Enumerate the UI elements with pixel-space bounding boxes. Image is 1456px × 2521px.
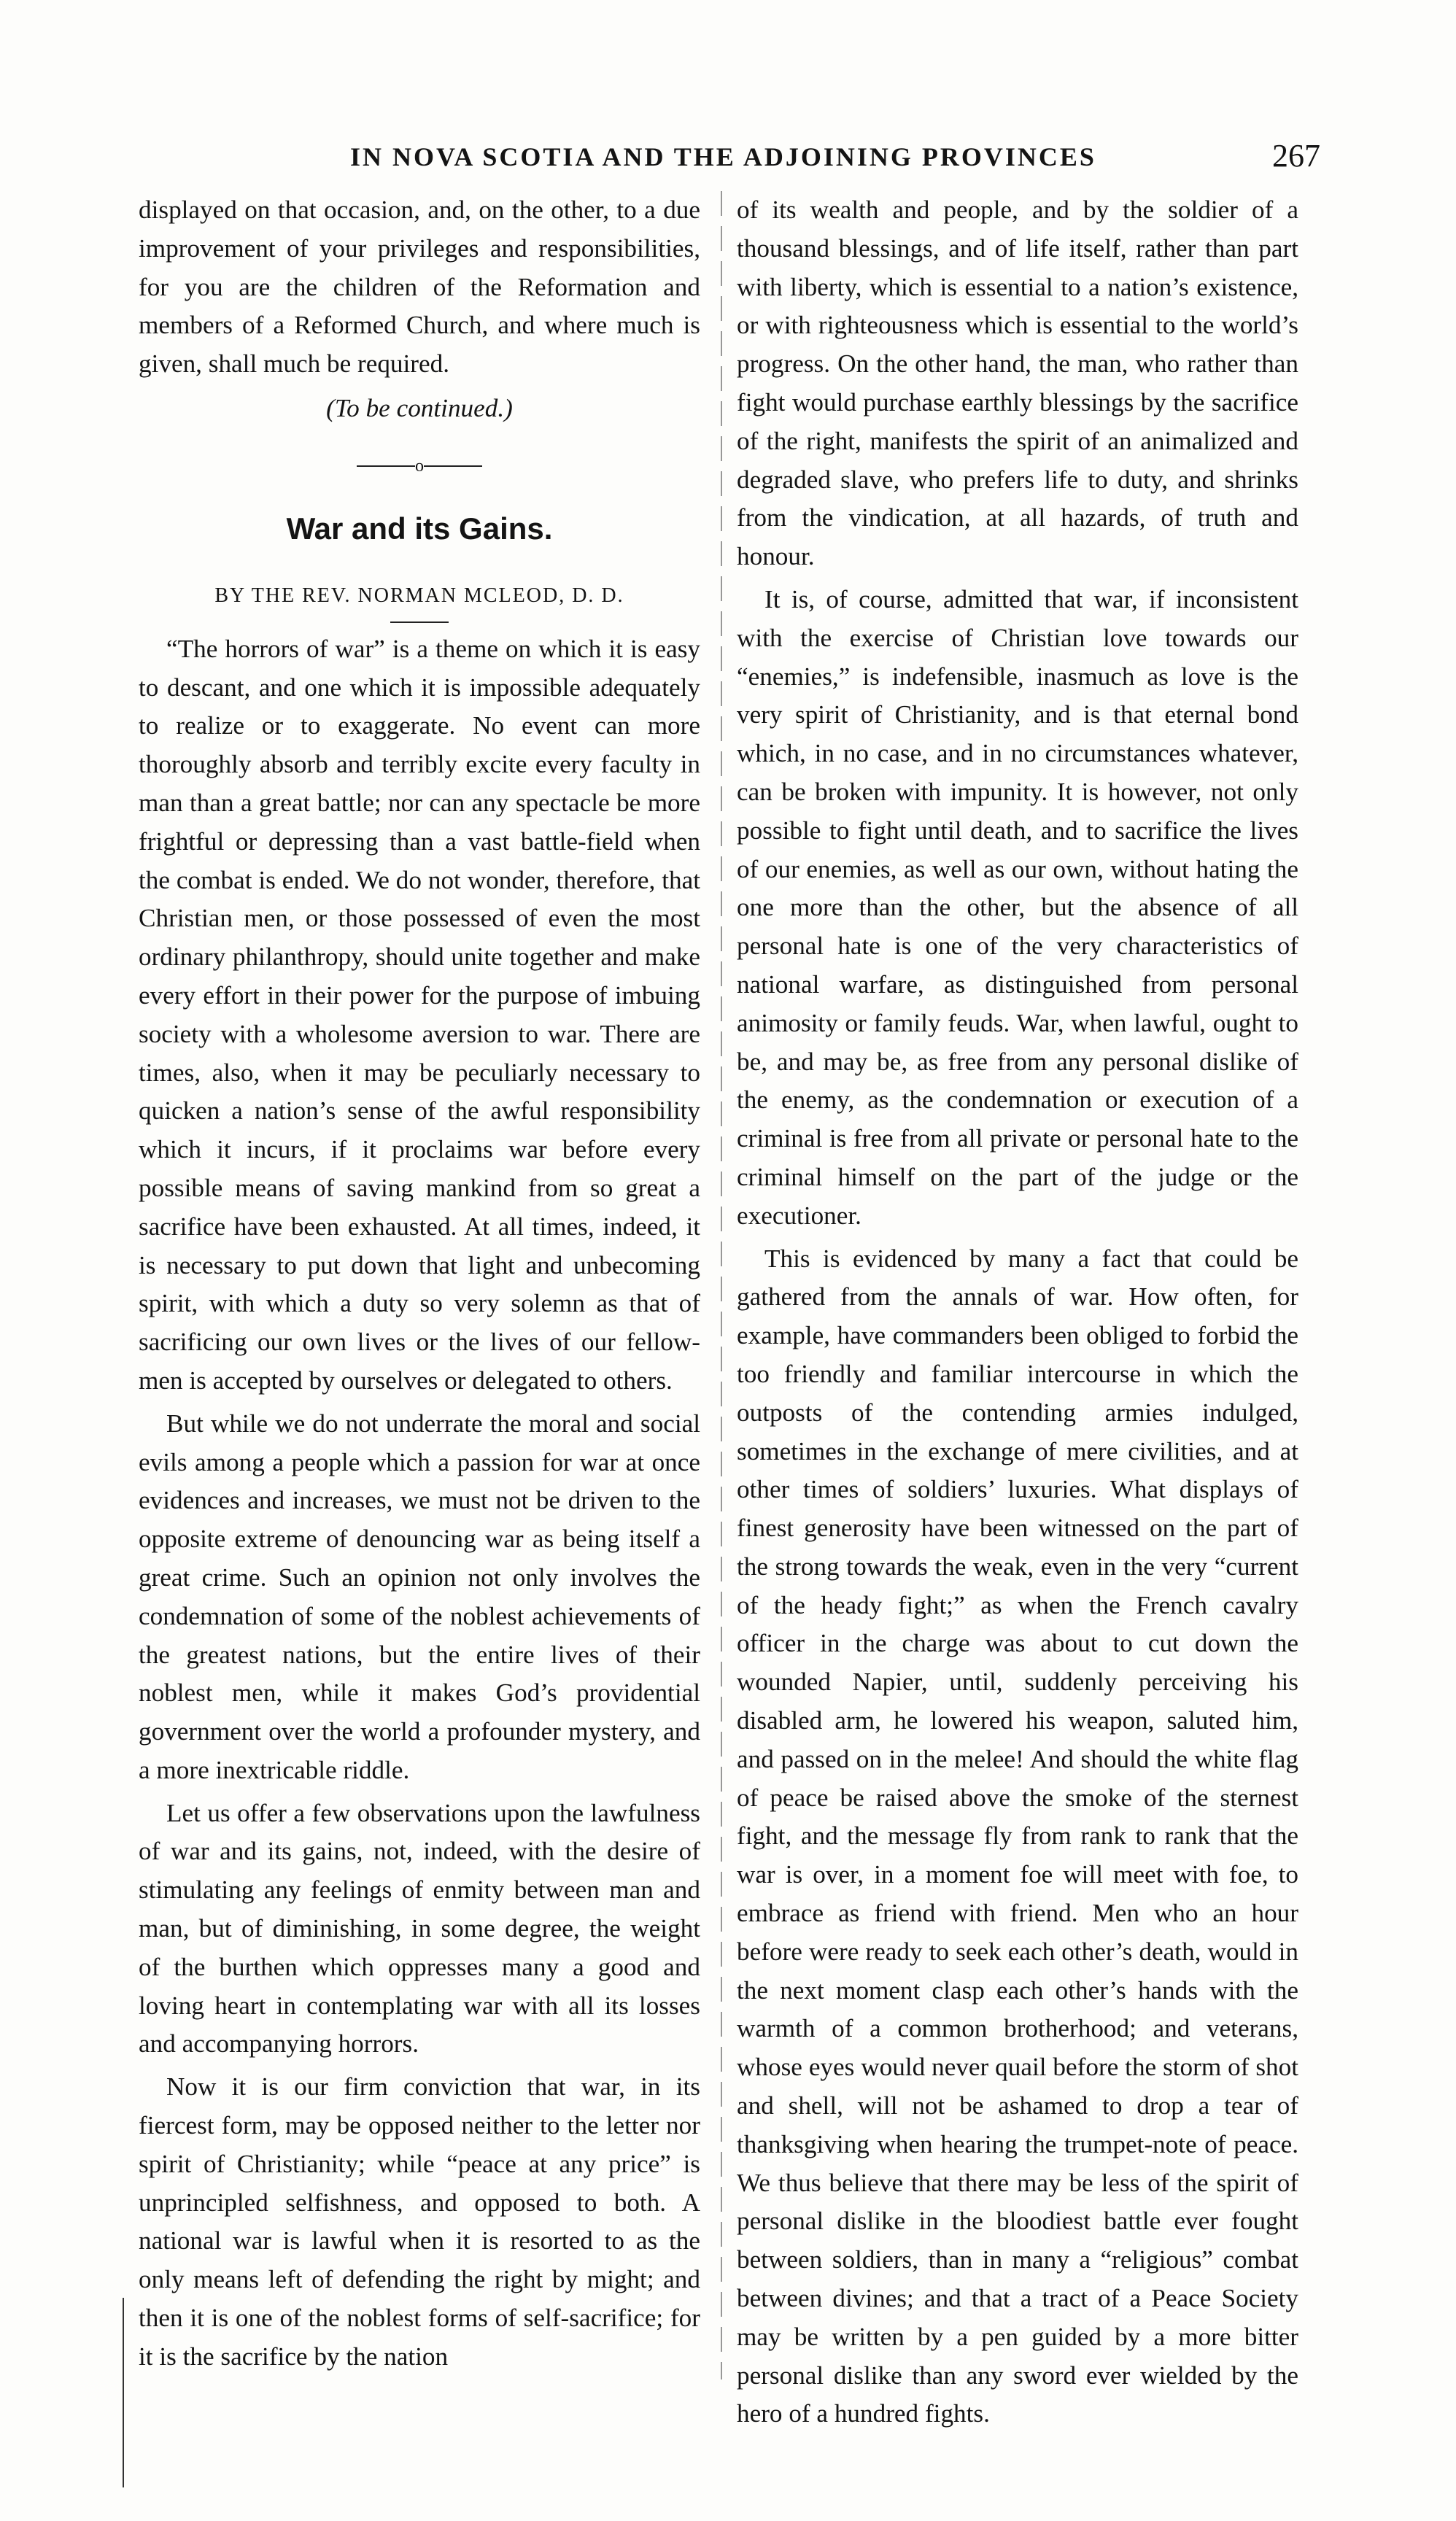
section-divider [139,453,700,479]
paragraph: “The horrors of war” is a theme on which it is easy to descant, and one which it is impossible adequately to realize or to exaggerate. No event can more thoroughly absorb and terribly excite every faculty in man than a great battle; nor can any spectacle be more frightful or depressing than a vast battle-field when the combat is ended. We do not wonder, therefore, that Christian men, or those possessed of even the most ordinary philanthropy, should unite together and make every effort in their power for the purpose of imbuing society with a wholesome aversion to war. There are times, also, when it may be peculiarly necessary to quicken a nation’s sense of the awful responsibility which it incurs, if it proclaims war before every possible means of saving mankind from so great a sacrifice have been exhausted. At all times, indeed, it is necessary to put down that light and unbecoming spirit, with which a duty so very solemn as that of sacrificing our own lives or the lives of our fellow-men is accepted by ourselves or delegated to others. [139,634,700,1395]
margin-mark [123,2298,124,2487]
divider-line [357,465,415,467]
to-be-continued-note: (To be continued.) [326,393,513,422]
paragraph: It is, of course, admitted that war, if inconsistent with the exercise of Christian love towards our “enemies,” is indefensible, inasmuch as love is the very spirit of Christianity, and is that eternal bond which, in no case, and in no circumstances whatever, can be broken with impunity. It is however, not only possible to fight until death, and to sacrifice the lives of our enemies, as well as our own, without hating the one more than the other, but the absence of all personal hate is one of the very characteristics of national warfare, as distinguished from personal animosity or family feuds. War, when lawful, ought to be, and may be, as free from any personal dislike of the enemy, as the condemnation or execution of a criminal is free from all private or personal hate to the criminal himself on the part of the judge or the executioner. [737,584,1298,1230]
article-byline: BY THE REV. NORMAN MCLEOD, D. D. [214,584,624,607]
column-divider-rule [721,191,722,2379]
page-number: 267 [1272,138,1320,174]
byline-rule [390,621,449,623]
divider-mark: o [415,456,424,476]
right-column [737,191,1298,2438]
paragraph: Now it is our firm conviction that war, in its fiercest form, may be opposed neither to the letter nor spirit of Christianity; while “peace at any price” is unprincipled selfishness, and opposed to both. A national war is lawful when it is resorted to as the only means left of defending the right by might; and then it is one of the noblest forms of self-sacrifice; for it is the sacrifice by the nation [139,2072,700,2371]
left-column [139,191,700,2381]
divider-line [424,465,482,467]
paragraph: displayed on that occasion, and, on the other, to a due improvement of your privileges and responsibilities, for you are the children of the Reformation and members of a Reformed Church, and where much is given, shall much be required. [139,195,700,379]
running-title: IN NOVA SCOTIA AND THE ADJOINING PROVINCES [350,142,1096,171]
paragraph: of its wealth and people, and by the soldier of a thousand blessings, and of life itself, rather than part with liberty, which is essential to a nation’s existence, or with righteousness which is essential to the world’s progress. On the other hand, the man, who rather than fight would purchase earthly blessings by the sacrifice of the right, manifests the spirit of an animalized and degraded slave, who prefers life to duty, and shrinks from the vindication, at all hazards, of truth and honour. [737,195,1298,571]
paragraph: This is evidenced by many a fact that could be gathered from the annals of war. How often, for example, have commanders been obliged to forbid the too friendly and familiar intercourse in which the outposts of the contending armies indulged, sometimes in the exchange of mere civilities, and at other times of soldiers’ luxuries. What displays of finest generosity have been witnessed on the part of the strong towards the weak, even in the very “current of the heady fight;” as when the French cavalry officer in the charge was about to cut down the wounded Napier, until, suddenly perceiving his disabled arm, he lowered his weapon, saluted him, and passed on in the melee! And should the white flag of peace be raised above the smoke of the sternest fight, and the message fly from rank to rank that the war is over, in a moment foe will meet with foe, to embrace as friend with friend. Men who an hour before were ready to seek each other’s death, would in the next moment clasp each other’s hands with the warmth of a common brotherhood; and veterans, whose eyes would never quail before the storm of shot and shell, will not be ashamed to drop a tear of thanksgiving when hearing the trumpet-note of peace. We thus believe that there may be less of the spirit of personal dislike in the bloodiest battle ever fought between soldiers, than in many a “religious” combat between divines; and that a tract of a Peace Society may be written by a pen guided by a more bitter personal dislike than any sword ever wielded by the hero of a hundred fights. [737,1244,1298,2428]
paragraph: But while we do not underrate the moral and social evils among a people which a passion for war at once evidences and increases, we must not be driven to the opposite extreme of denouncing war as being itself a great crime. Such an opinion not only involves the condemnation of some of the noblest achievements of the greatest nations, but the entire lives of their noblest men, while it makes God’s providential government over the world a profounder mystery, and a more inextricable riddle. [139,1409,700,1784]
paragraph: Let us offer a few observations upon the lawfulness of war and its gains, not, indeed, with the desire of stimulating any feelings of enmity between man and man, but of diminishing, in some degree, the weight of the burthen which oppresses many a good and loving heart in contemplating war with all its losses and accompanying horrors. [139,1798,700,2059]
running-header [139,136,1320,179]
article-title: War and its Gains. [286,511,553,546]
